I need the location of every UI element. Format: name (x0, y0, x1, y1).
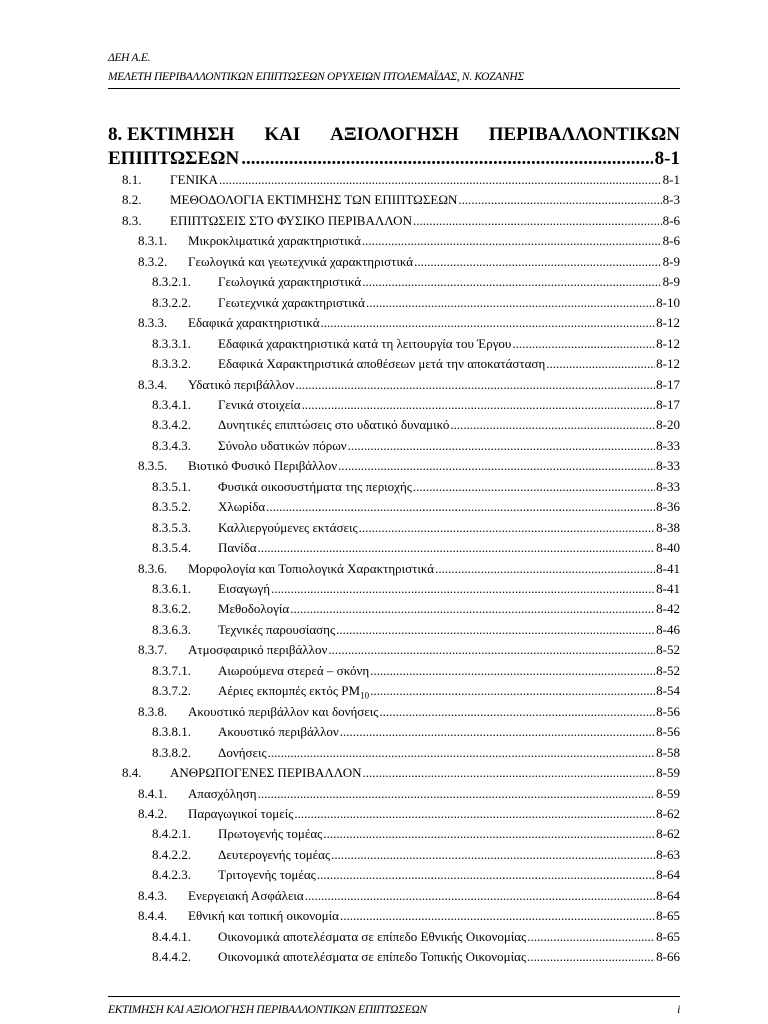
toc-entry-number: 8.3.8.1. (152, 724, 191, 740)
toc-entry-number: 8.2. (122, 192, 142, 208)
toc-entry[interactable] (152, 395, 680, 415)
toc-entry-number: 8.4.2.1. (152, 826, 191, 842)
toc-entry-number: 8.3.6.1. (152, 581, 191, 596)
toc-entry[interactable] (152, 538, 680, 558)
toc-entry[interactable] (138, 231, 680, 251)
toc-entry-number: 8.4.4.2. (152, 949, 191, 965)
toc-entry-page: 8-36 (656, 499, 680, 515)
chapter-number: 8. (108, 124, 123, 145)
toc-entry[interactable] (138, 375, 680, 395)
toc-entry-number: 8.3.5.3. (152, 519, 191, 535)
toc-entry[interactable] (138, 313, 680, 333)
toc-entry-page: 8-52 (656, 662, 680, 678)
toc-entry[interactable] (138, 456, 680, 476)
toc-entry-label (188, 702, 378, 722)
toc-entry-page: 8-12 (656, 315, 680, 331)
toc-dot-leader (458, 190, 661, 210)
toc-dot-leader (305, 886, 655, 906)
toc-entry[interactable] (152, 927, 680, 947)
toc-entry-label (170, 170, 218, 190)
toc-entry-label-text: Μεθοδολογία (218, 601, 290, 617)
toc-entry-number: 8.3.3.1. (152, 335, 191, 351)
toc-entry-label (188, 804, 293, 824)
toc-entry-label (218, 579, 270, 599)
toc-dot-leader (362, 763, 655, 783)
toc-entry-label-text: Οικονομικά αποτελέσματα σε επίπεδο Τοπικής Οικονομίας (218, 949, 527, 965)
toc-entry-label (218, 477, 412, 497)
toc-dot-leader (512, 334, 655, 354)
toc-entry-label-text: Μορφολογία και Τοπιολογικά Χαρακτηριστικά (188, 560, 435, 576)
toc-entry-label-text: Σύνολο υδατικών πόρων (218, 437, 347, 453)
toc-entry-label-text: Οικονομικά αποτελέσματα σε επίπεδο Εθνικής Οικονομίας (218, 928, 527, 944)
toc-entry-number: 8.3.5.4. (152, 540, 191, 556)
toc-entry-label-text: Τριτογενής τομέας (218, 867, 316, 883)
toc-entry-number: 8.3.1. (138, 233, 168, 249)
toc-entry[interactable] (152, 824, 680, 844)
toc-entry-label (188, 456, 337, 476)
toc-dot-leader (370, 681, 655, 701)
toc-entry-number: 8.3.5. (138, 458, 168, 474)
toc-dot-leader (435, 559, 655, 579)
toc-entry-number: 8.3.4.3. (152, 437, 191, 453)
toc-entry-number: 8.3.4.2. (152, 417, 191, 433)
toc-entry-label-text: Ακουστικό περιβάλλον και δονήσεις (188, 703, 379, 719)
toc-entry-number: 8.3.2. (138, 253, 168, 269)
toc-entry-label-text: Εισαγωγή (218, 581, 271, 596)
toc-entry-number: 8.3.7.1. (152, 662, 191, 678)
toc-entry-number: 8.3.6.2. (152, 601, 191, 617)
chapter-title-line2[interactable] (108, 148, 680, 170)
toc-entry-label-text: ΓΕΝΙΚΑ (170, 172, 218, 187)
toc-entry-number: 8.4.2.3. (152, 867, 191, 883)
toc-entry-label (188, 906, 339, 926)
toc-entry-label (218, 415, 449, 435)
toc-entry-label-text: Γεωλογικά και γεωτεχνικά χαρακτηριστικά (188, 253, 414, 269)
toc-entry-number: 8.3.3. (138, 315, 168, 331)
toc-dot-leader (450, 415, 655, 435)
toc-entry-label-text: Τεχνικές παρουσίασης (218, 621, 336, 637)
toc-entry-page: 8-56 (656, 724, 680, 740)
toc-dot-leader (546, 354, 655, 374)
toc-dot-leader (268, 743, 656, 763)
toc-entry-label (218, 293, 365, 313)
toc-entry-page: 8-66 (656, 949, 680, 965)
toc-dot-leader (271, 579, 655, 599)
toc-entry-label-text: ΕΠΙΠΤΩΣΕΙΣ ΣΤΟ ΦΥΣΙΚΟ ΠΕΡΙΒΑΛΛΟΝ (170, 212, 412, 228)
toc-entry-number: 8.3.7.2. (152, 683, 191, 699)
toc-entry-number: 8.4.2. (138, 805, 168, 821)
toc-entry-page: 8-12 (656, 335, 680, 351)
toc-entry-label-text: Ενεργειακή Ασφάλεια (188, 887, 304, 903)
toc-entry-label-text: Ακουστικό περιβάλλον (218, 724, 339, 740)
chapter-title-word-4: ΠΕΡΙΒΑΛΛΟΝΤΙΚΩΝ (488, 124, 680, 145)
toc-dot-leader (290, 599, 655, 619)
toc-dot-leader (348, 436, 656, 456)
toc-entry-number: 8.3.5.2. (152, 499, 191, 515)
toc-entry-label (218, 272, 361, 292)
toc-entry-number: 8.4. (122, 765, 142, 781)
toc-entry-label-text: Ατμοσφαιρικό περιβάλλον (188, 642, 328, 658)
toc-entry[interactable] (122, 190, 680, 210)
toc-dot-leader (340, 722, 655, 742)
toc-entry-number: 8.3.8. (138, 703, 168, 719)
toc-entry-page: 8-65 (656, 908, 680, 924)
chapter-title-word-3: ΑΞΙΟΛΟΓΗΣΗ (330, 124, 459, 145)
toc-entry-label-text: Εδαφικά χαρακτηριστικά κατά τη λειτουργία του Έργου (218, 335, 512, 351)
toc-entry[interactable] (152, 477, 680, 497)
toc-entry-label-text: Βιοτικό Φυσικό Περιβάλλον (188, 458, 338, 474)
toc-entry-label (170, 211, 412, 231)
toc-dot-leader (317, 865, 655, 885)
toc-entry-label-text: Δονήσεις (218, 744, 267, 760)
toc-entry-label (188, 559, 434, 579)
toc-entry-page: 8-20 (656, 417, 680, 433)
toc-dot-leader (370, 661, 655, 681)
toc-entry-label-text: Καλλιεργούμενες εκτάσεις (218, 519, 358, 535)
toc-entry-label-text: Γεωλογικά χαρακτηριστικά (218, 274, 362, 290)
toc-entry-number: 8.3.2.2. (152, 294, 191, 310)
toc-dot-leader (362, 272, 661, 292)
toc-entry-label (188, 375, 294, 395)
toc-entry-label (218, 620, 335, 640)
toc-dot-leader (359, 518, 656, 538)
toc-entry-label (218, 824, 322, 844)
toc-entry-label-text: Μικροκλιματικά χαρακτηριστικά (188, 233, 361, 249)
toc-entry-label-text: Γενικά στοιχεία (218, 396, 301, 412)
toc-entry-page: 8-40 (656, 540, 680, 556)
header-company: ΔΕΗ Α.Ε. (108, 52, 151, 64)
footer (108, 1004, 680, 1016)
toc-entry-label (218, 927, 526, 947)
toc-entry-page: 8-54 (656, 683, 680, 699)
toc-entry-page: 8-9 (662, 253, 680, 269)
toc-entry-page: 8-38 (656, 519, 680, 535)
toc-entry-number: 8.4.3. (138, 887, 168, 903)
toc-entry-label (218, 395, 301, 415)
toc-entry[interactable] (152, 947, 680, 967)
toc-entry[interactable] (138, 906, 680, 926)
toc-entry-label (218, 743, 267, 763)
toc-entry[interactable] (138, 640, 680, 660)
toc-entry-label (218, 334, 511, 354)
toc-entry[interactable] (122, 211, 680, 231)
toc-entry-label (218, 865, 316, 885)
toc-entry-label (218, 436, 347, 456)
toc-entry-label-text: Εδαφικά Χαρακτηριστικά αποθέσεων μετά την αποκατάσταση (218, 356, 546, 372)
footer-rule (108, 996, 680, 997)
toc-dot-leader (379, 702, 655, 722)
toc-entry[interactable] (152, 497, 680, 517)
toc-entry[interactable] (138, 886, 680, 906)
toc-dot-leader (414, 252, 662, 272)
toc-dot-leader (362, 231, 662, 251)
toc-entry-number: 8.3.7. (138, 642, 168, 658)
toc-entry-page: 8-62 (656, 805, 680, 821)
toc-entry-page: 8-33 (656, 437, 680, 453)
footer-page-number: i (677, 1004, 680, 1016)
toc-dot-leader (340, 906, 655, 926)
toc-entry[interactable] (138, 784, 680, 804)
toc-entry-page: 8-64 (656, 887, 680, 903)
toc-dot-leader (413, 477, 655, 497)
toc-entry-label (218, 661, 369, 681)
toc-entry-label-text: Δυνητικές επιπτώσεις στο υδατικό δυναμικό (218, 417, 450, 433)
toc-entry[interactable] (138, 252, 680, 272)
toc-entry-subscript: 10 (360, 690, 370, 701)
toc-entry-number: 8.3. (122, 212, 142, 228)
toc-entry[interactable] (122, 763, 680, 783)
toc-entry-label-text: ΑΝΘΡΩΠΟΓΕΝΕΣ ΠΕΡΙΒΑΛΛΟΝ (170, 765, 362, 781)
toc-entry-label (218, 845, 330, 865)
toc-entry-label (218, 497, 265, 517)
toc-entry-label-text: Δευτερογενής τομέας (218, 846, 331, 862)
toc-entry[interactable] (152, 518, 680, 538)
toc-entry-page: 8-41 (656, 560, 680, 576)
toc-entry-number: 8.4.4.1. (152, 928, 191, 944)
toc-entry-label (188, 784, 257, 804)
toc-entry[interactable] (152, 599, 680, 619)
toc-entry[interactable] (152, 620, 680, 640)
toc-entry-page: 8-65 (656, 928, 680, 944)
toc-entry-page: 8-46 (656, 621, 680, 637)
toc-entry[interactable] (152, 661, 680, 681)
toc-entry-number: 8.4.4. (138, 908, 168, 924)
toc-entry-number: 8.3.8.2. (152, 744, 191, 760)
toc-entry-page: 8-63 (656, 846, 680, 862)
toc-entry-label-text: Αιωρούμενα στερεά – σκόνη (218, 662, 370, 678)
toc-entry-label (188, 252, 413, 272)
toc-entry-label (218, 947, 526, 967)
toc-entry[interactable] (152, 272, 680, 292)
toc-entry[interactable] (152, 579, 680, 599)
toc-entry-label-text: Παραγωγικοί τομείς (188, 805, 294, 821)
toc-entry-label-text: Εθνική και τοπική οικονομία (188, 908, 339, 924)
chapter-title-word-2: ΚΑΙ (264, 124, 301, 145)
toc-entry-label (188, 231, 361, 251)
toc-entry-label (218, 599, 289, 619)
toc-entry-label-text: Φυσικά οικοσυστήματα της περιοχής (218, 478, 412, 494)
toc-entry-page: 8-10 (656, 294, 680, 310)
chapter-title-word-1 (108, 124, 234, 146)
toc-entry-page: 8-56 (656, 703, 680, 719)
toc-entry[interactable] (152, 845, 680, 865)
toc-entry-number: 8.3.6. (138, 560, 168, 576)
toc-entry[interactable] (152, 354, 680, 374)
toc-dot-leader (294, 804, 655, 824)
footer-title: ΕΚΤΙΜΗΣΗ ΚΑΙ ΑΞΙΟΛΟΓΗΣΗ ΠΕΡΙΒΑΛΛΟΝΤΙΚΩΝ ΕΠΙΠΤΩΣΕΩΝ (108, 1004, 427, 1016)
toc-dot-leader (328, 640, 655, 660)
toc-entry-label-text: Πρωτογενής τομέας (218, 826, 323, 842)
header-rule (108, 88, 680, 89)
toc-entry-page: 8-62 (656, 826, 680, 842)
toc-entry-number: 8.3.4.1. (152, 396, 191, 412)
toc-entry-page: 8-1 (662, 172, 680, 187)
toc-entry-number: 8.3.4. (138, 376, 168, 392)
toc-entry-label (188, 313, 320, 333)
toc-entry-label (188, 640, 327, 660)
toc-entry-label-text: Απασχόληση (188, 785, 257, 801)
toc-dot-leader (323, 824, 655, 844)
toc-entry-page: 8-3 (662, 192, 680, 208)
toc-entry-page: 8-17 (656, 376, 680, 392)
toc-dot-leader (266, 497, 655, 517)
toc-entry-number: 8.3.5.1. (152, 478, 191, 494)
toc-entry-label-text: Πανίδα (218, 540, 257, 556)
toc-entry-label-text: Εδαφικά χαρακτηριστικά (188, 315, 320, 331)
toc-entry-label (218, 722, 339, 742)
toc-entry[interactable] (138, 702, 680, 722)
toc-entry-number: 8.4.2.2. (152, 846, 191, 862)
toc-entry-page: 8-17 (656, 396, 680, 412)
toc-entry-label-text: Χλωρίδα (218, 499, 266, 515)
toc-entry-label (218, 518, 358, 538)
toc-dot-leader (331, 845, 655, 865)
toc-entry[interactable] (152, 865, 680, 885)
toc-entry-label (218, 354, 545, 374)
toc-dot-leader (413, 211, 662, 231)
toc-entry-page: 8-33 (656, 458, 680, 474)
toc-dot-leader (527, 927, 655, 947)
toc-entry-page: 8-58 (656, 744, 680, 760)
toc-entry-page: 8-9 (662, 274, 680, 290)
chapter-word: ΕΚΤΙΜΗΣΗ (127, 124, 235, 145)
toc-entry-label (218, 681, 369, 701)
toc-entry-page: 8-33 (656, 478, 680, 494)
toc-dot-leader (336, 620, 655, 640)
chapter-dot-leader (241, 148, 652, 170)
toc-entry-label (170, 190, 457, 210)
toc-entry[interactable] (152, 293, 680, 313)
header-study-title: ΜΕΛΕΤΗ ΠΕΡΙΒΑΛΛΟΝΤΙΚΩΝ ΕΠΙΠΤΩΣΕΩΝ ΟΡΥΧΕΙΩΝ ΠΤΟΛΕΜΑΪΔΑΣ, Ν. ΚΟΖΑΝΗΣ (108, 71, 524, 83)
toc-entry[interactable] (152, 743, 680, 763)
chapter-title-line1 (108, 124, 680, 146)
toc-dot-leader (258, 538, 656, 558)
toc-entry[interactable] (152, 722, 680, 742)
toc-entry[interactable] (138, 559, 680, 579)
toc-dot-leader (527, 947, 655, 967)
toc-entry-label (170, 763, 361, 783)
toc-dot-leader (302, 395, 656, 415)
toc-entry[interactable] (138, 804, 680, 824)
toc-entry-number: 8.3.3.2. (152, 356, 191, 372)
toc-dot-leader (366, 293, 655, 313)
toc-entry-number: 8.3.2.1. (152, 274, 191, 290)
toc-entry-label-text: Γεωτεχνικά χαρακτηριστικά (218, 294, 365, 310)
toc-entry-label (188, 886, 304, 906)
chapter-title-text: ΕΠΙΠΤΩΣΕΩΝ (108, 148, 240, 169)
toc-entry-page: 8-52 (656, 642, 680, 658)
toc-dot-leader (295, 375, 655, 395)
toc-dot-leader (321, 313, 656, 333)
toc-entry[interactable] (152, 436, 680, 456)
toc-entry[interactable] (152, 681, 680, 701)
toc-entry-page: 8-12 (656, 356, 680, 372)
toc-entry-label-text: ΜΕΘΟΔΟΛΟΓΙΑ ΕΚΤΙΜΗΣΗΣ ΤΩΝ ΕΠΙΠΤΩΣΕΩΝ (170, 192, 458, 208)
toc-entry-number: 8.1. (122, 172, 142, 187)
toc-dot-leader (258, 784, 656, 804)
toc-entry[interactable] (152, 415, 680, 435)
toc-entry-page: 8-6 (662, 233, 680, 249)
toc-entry[interactable] (152, 334, 680, 354)
toc-dot-leader (219, 170, 662, 190)
toc-entry-number: 8.4.1. (138, 785, 168, 801)
toc-dot-leader (338, 456, 655, 476)
toc-entry-page: 8-64 (656, 867, 680, 883)
chapter-page: 8-1 (654, 148, 680, 169)
toc-entry-page: 8-59 (656, 765, 680, 781)
toc-entry-page: 8-42 (656, 601, 680, 617)
toc-entry-page: 8-6 (662, 212, 680, 228)
toc-entry-label-text: Υδατικό περιβάλλον (188, 376, 295, 392)
toc-entry-page: 8-59 (656, 785, 680, 801)
toc-entry-page: 8-41 (656, 581, 680, 596)
toc-entry[interactable] (122, 170, 680, 190)
toc-entry-label (218, 538, 257, 558)
toc-entry-label-text: Αέριες εκπομπές εκτός PM (218, 683, 361, 699)
toc-entry-number: 8.3.6.3. (152, 621, 191, 637)
